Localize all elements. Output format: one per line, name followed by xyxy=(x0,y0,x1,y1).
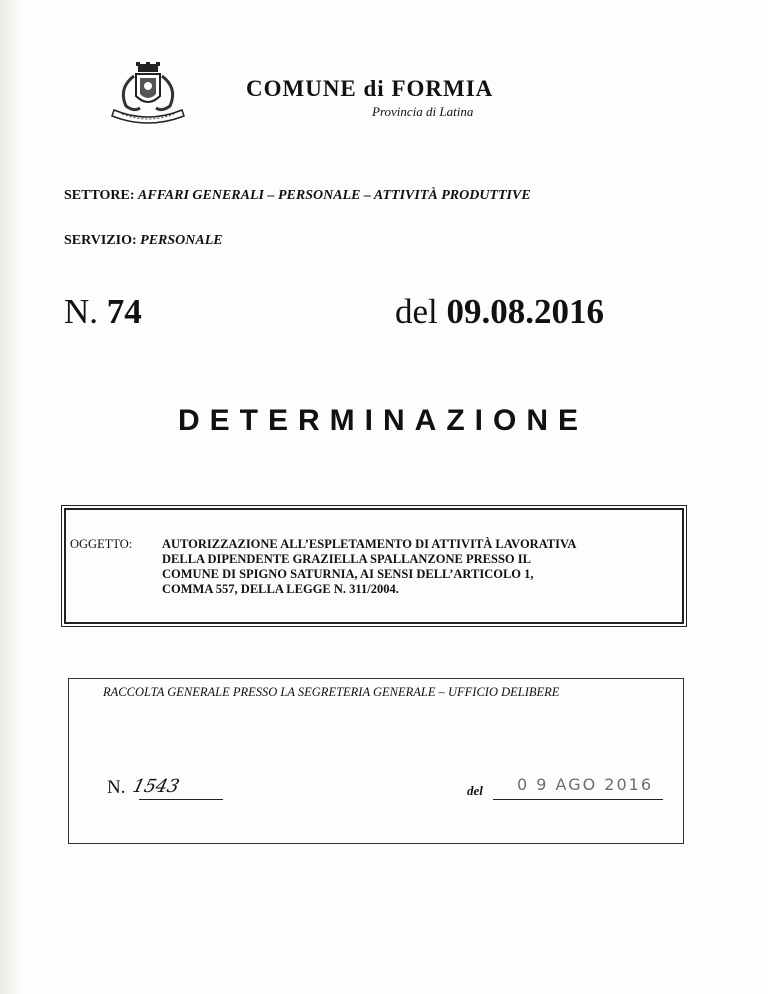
servizio-line xyxy=(64,233,223,249)
raccolta-number-underline xyxy=(139,799,223,800)
settore-label: SETTORE: xyxy=(64,188,135,203)
date-prefix: del xyxy=(395,292,438,331)
oggetto-box xyxy=(64,508,684,624)
oggetto-line: COMMA 557, DELLA LEGGE N. 311/2004. xyxy=(162,582,399,596)
oggetto-line: AUTORIZZAZIONE ALL’ESPLETAMENTO DI ATTIVITÀ LAVORATIVA xyxy=(162,537,577,551)
raccolta-box xyxy=(68,678,684,844)
number-value: 74 xyxy=(106,292,142,331)
oggetto-label: OGGETTO: xyxy=(70,537,133,551)
raccolta-date-label: del xyxy=(467,783,483,798)
number-prefix: N. xyxy=(64,292,99,331)
raccolta-number-label: N. xyxy=(107,777,126,798)
raccolta-number-handwritten: 1543 xyxy=(130,776,182,797)
municipality-title: COMUNE di FORMIA xyxy=(246,76,494,101)
document-type-heading: DETERMINAZIONE xyxy=(178,404,588,437)
servizio-value: PERSONALE xyxy=(140,233,223,248)
scan-edge xyxy=(0,0,22,994)
settore-line xyxy=(64,188,531,204)
raccolta-date-stamp: 0 9 AGO 2016 xyxy=(517,775,653,794)
servizio-label: SERVIZIO: xyxy=(64,233,137,248)
oggetto-text xyxy=(162,537,672,597)
raccolta-title: RACCOLTA GENERALE PRESSO LA SEGRETERIA GENERALE – UFFICIO DELIBERE xyxy=(103,685,560,699)
date-value: 09.08.2016 xyxy=(446,292,605,331)
municipal-crest-icon xyxy=(104,62,192,126)
raccolta-date-underline xyxy=(493,799,663,800)
province-subtitle: Provincia di Latina xyxy=(372,104,474,119)
oggetto-line: COMUNE DI SPIGNO SATURNIA, AI SENSI DELL’ARTICOLO 1, xyxy=(162,567,534,581)
settore-value: AFFARI GENERALI – PERSONALE – ATTIVITÀ PRODUTTIVE xyxy=(138,188,531,203)
oggetto-line: DELLA DIPENDENTE GRAZIELLA SPALLANZONE PRESSO IL xyxy=(162,552,531,566)
document-date xyxy=(395,292,604,332)
document-number xyxy=(64,292,142,332)
